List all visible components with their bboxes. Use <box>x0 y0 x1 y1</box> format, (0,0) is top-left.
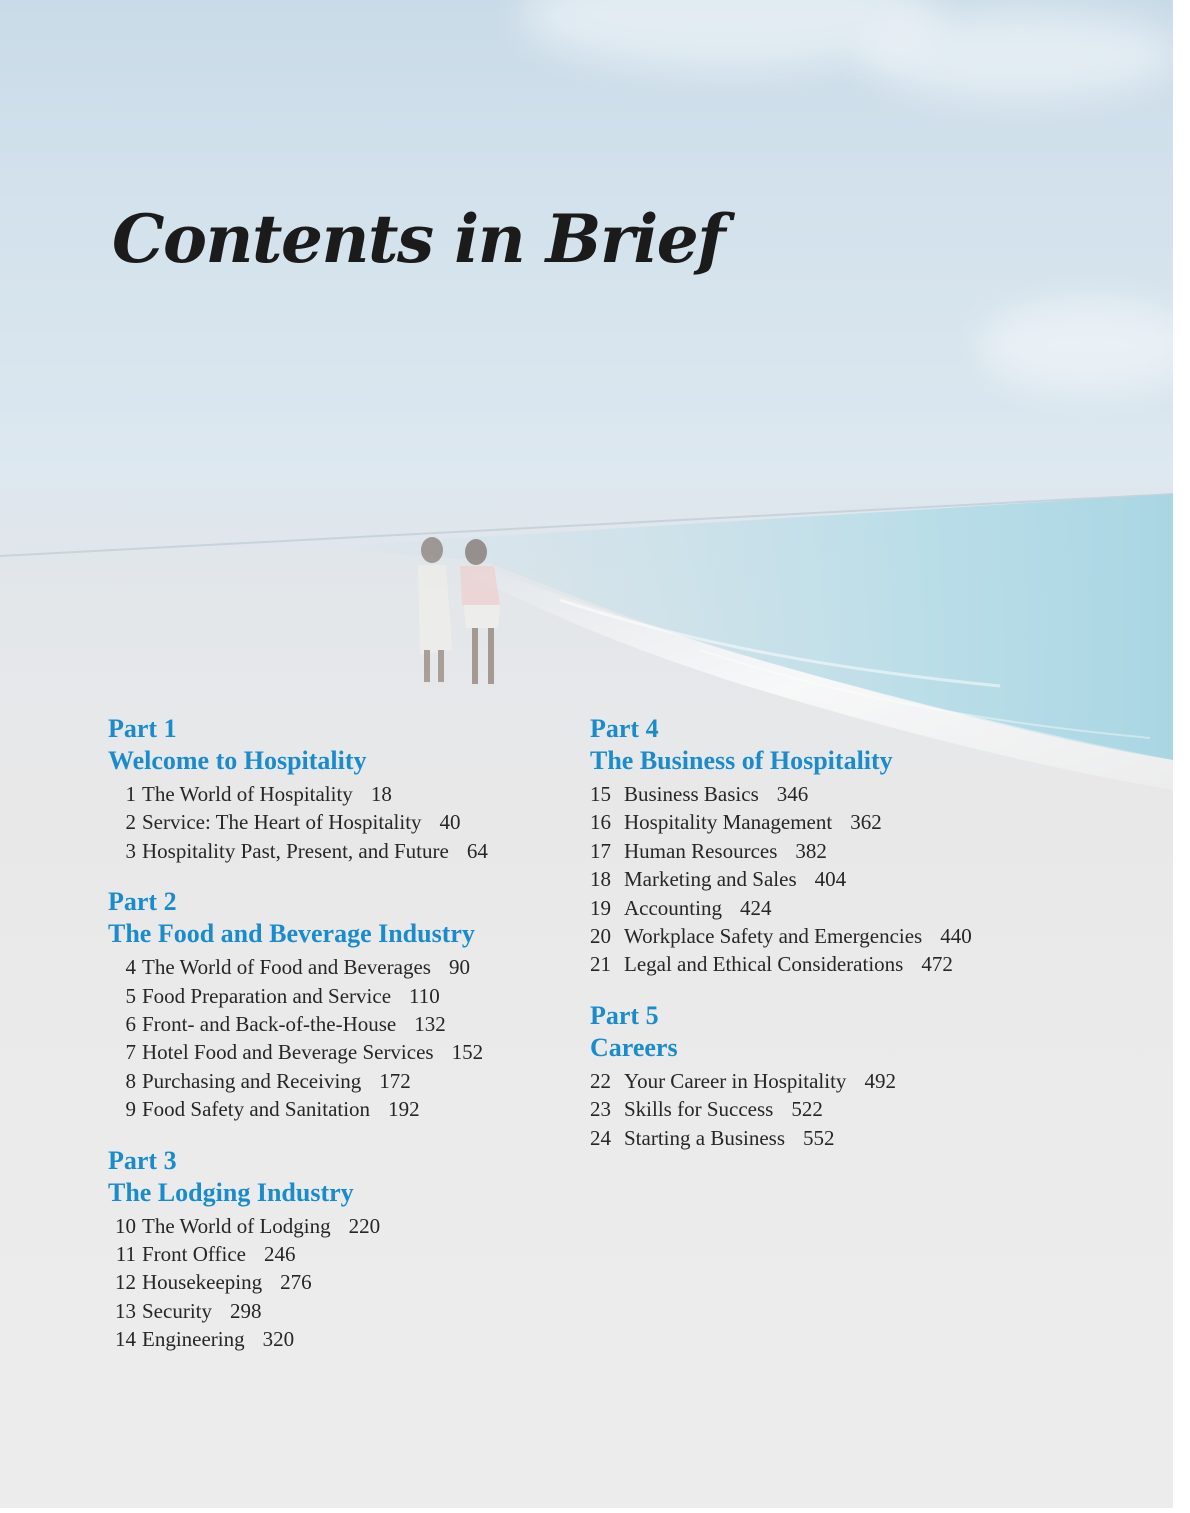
chapter-entry <box>108 953 488 981</box>
chapter-list <box>108 1212 488 1354</box>
chapter-number: 4 <box>125 955 136 980</box>
chapter-page-number: 382 <box>795 838 827 863</box>
chapter-entry <box>108 1325 488 1353</box>
chapter-number: 10 <box>115 1213 136 1238</box>
chapter-number: 16 <box>590 810 611 835</box>
chapter-page-number: 346 <box>776 782 809 806</box>
part-title: Careers <box>590 1032 678 1062</box>
chapter-number: 13 <box>115 1298 136 1323</box>
chapter-page-number: 362 <box>850 810 882 835</box>
chapter-page-number: 492 <box>864 1068 896 1093</box>
chapter-entry <box>590 922 972 950</box>
chapter-number: 11 <box>115 1242 136 1267</box>
chapter-entry <box>590 950 972 978</box>
chapter-number: 22 <box>590 1068 611 1093</box>
chapter-page-number: 552 <box>803 1125 835 1150</box>
chapter-entry <box>108 1038 488 1066</box>
chapter-entry <box>590 1124 972 1152</box>
chapter-entry <box>108 780 488 808</box>
chapter-title: Starting a Business <box>624 1125 785 1150</box>
toc-part <box>108 1145 488 1354</box>
chapter-number: 6 <box>125 1012 136 1037</box>
chapter-page-number: 404 <box>814 867 847 892</box>
chapter-title: Front Office <box>142 1242 247 1267</box>
chapter-list <box>108 780 488 865</box>
chapter-title: Workplace Safety and Emergencies <box>624 924 923 949</box>
part-label: Part 5 <box>590 1000 659 1030</box>
chapter-number: 18 <box>590 867 611 892</box>
chapter-number: 8 <box>125 1068 136 1093</box>
chapter-title: The World of Food and Beverages <box>142 955 431 980</box>
part-title: Welcome to Hospitality <box>108 746 367 775</box>
chapter-title: The World of Lodging <box>142 1213 331 1238</box>
chapter-entry <box>590 894 972 922</box>
chapter-entry <box>108 1240 488 1268</box>
chapter-title: Engineering <box>142 1327 245 1352</box>
chapter-page-number: 276 <box>280 1270 312 1295</box>
chapter-title: Human Resources <box>624 838 778 863</box>
chapter-entry <box>590 808 972 836</box>
chapter-number: 2 <box>125 810 136 835</box>
chapter-number: 15 <box>590 782 611 806</box>
chapter-number: 14 <box>115 1327 136 1352</box>
chapter-number: 24 <box>590 1125 611 1150</box>
chapter-title: Hotel Food and Beverage Services <box>142 1040 434 1065</box>
chapter-number: 21 <box>590 952 611 977</box>
chapter-title: Front- and Back-of-the-House <box>142 1012 397 1037</box>
chapter-entry <box>108 1297 488 1325</box>
chapter-title: The World of Hospitality <box>142 782 353 806</box>
chapter-entry <box>108 1212 488 1240</box>
part-label: Part 4 <box>590 714 659 743</box>
chapter-page-number: 40 <box>439 810 461 835</box>
part-title: The Business of Hospitality <box>590 746 893 775</box>
chapter-number: 7 <box>125 1040 136 1065</box>
chapter-page-number: 132 <box>414 1012 446 1037</box>
chapter-title: Marketing and Sales <box>624 867 797 892</box>
chapter-title: Business Basics <box>624 782 759 806</box>
chapter-entry <box>108 808 488 836</box>
chapter-entry <box>590 1067 972 1095</box>
chapter-page-number: 440 <box>940 924 972 949</box>
toc-part <box>590 713 972 979</box>
toc-part <box>108 713 488 865</box>
chapter-page-number: 172 <box>379 1068 411 1093</box>
chapter-number: 17 <box>590 838 611 863</box>
chapter-title: Hospitality Management <box>624 810 833 835</box>
chapter-entry <box>108 982 488 1010</box>
chapter-page-number: 192 <box>388 1097 420 1122</box>
chapter-list <box>590 1067 972 1152</box>
chapter-number: 5 <box>125 983 136 1008</box>
chapter-number: 20 <box>590 924 611 949</box>
chapter-title: Housekeeping <box>142 1270 263 1295</box>
chapter-title: Service: The Heart of Hospitality <box>142 810 422 835</box>
chapter-list <box>590 780 972 979</box>
toc-left-column <box>108 713 488 1375</box>
toc-part <box>108 886 488 1123</box>
chapter-number: 23 <box>590 1097 611 1122</box>
chapter-entry <box>590 780 972 808</box>
chapter-title: Accounting <box>624 895 722 920</box>
part-label: Part 2 <box>108 887 177 917</box>
chapter-number: 3 <box>125 838 136 863</box>
chapter-title: Purchasing and Receiving <box>142 1068 362 1093</box>
chapter-entry <box>108 1095 488 1123</box>
chapter-page-number: 472 <box>921 952 953 977</box>
chapter-page-number: 298 <box>229 1298 262 1323</box>
chapter-title: Hospitality Past, Present, and Future <box>142 838 449 863</box>
chapter-title: Your Career in Hospitality <box>624 1068 847 1093</box>
chapter-title: Legal and Ethical Considerations <box>624 952 904 977</box>
chapter-page-number: 246 <box>264 1242 296 1267</box>
chapter-page-number: 220 <box>348 1213 381 1238</box>
part-title: The Food and Beverage Industry <box>108 919 475 949</box>
toc-right-column <box>590 713 972 1173</box>
part-label: Part 1 <box>108 714 177 743</box>
part-title: The Lodging Industry <box>108 1177 354 1207</box>
chapter-entry <box>108 1010 488 1038</box>
chapter-number: 19 <box>590 895 611 920</box>
part-label: Part 3 <box>108 1145 177 1175</box>
chapter-page-number: 110 <box>409 983 440 1008</box>
chapter-page-number: 320 <box>262 1327 295 1352</box>
chapter-title: Food Preparation and Service <box>142 983 392 1008</box>
chapter-number: 1 <box>125 782 136 806</box>
chapter-entry <box>590 865 972 893</box>
chapter-entry <box>108 1268 488 1296</box>
chapter-number: 9 <box>125 1097 136 1122</box>
chapter-page-number: 90 <box>448 955 470 980</box>
chapter-list <box>108 953 488 1123</box>
chapter-entry <box>108 1067 488 1095</box>
chapter-page-number: 522 <box>791 1097 823 1122</box>
chapter-page-number: 424 <box>739 895 772 920</box>
chapter-page-number: 152 <box>451 1040 484 1065</box>
chapter-title: Food Safety and Sanitation <box>142 1097 371 1122</box>
chapter-entry <box>108 837 488 865</box>
toc-part <box>590 1000 972 1152</box>
chapter-entry <box>590 837 972 865</box>
page-title: Contents in Brief <box>112 200 725 278</box>
chapter-number: 12 <box>115 1270 136 1295</box>
chapter-page-number: 18 <box>370 782 392 806</box>
chapter-title: Skills for Success <box>624 1097 774 1122</box>
chapter-title: Security <box>142 1298 212 1323</box>
chapter-entry <box>590 1095 972 1123</box>
chapter-page-number: 64 <box>466 838 488 863</box>
